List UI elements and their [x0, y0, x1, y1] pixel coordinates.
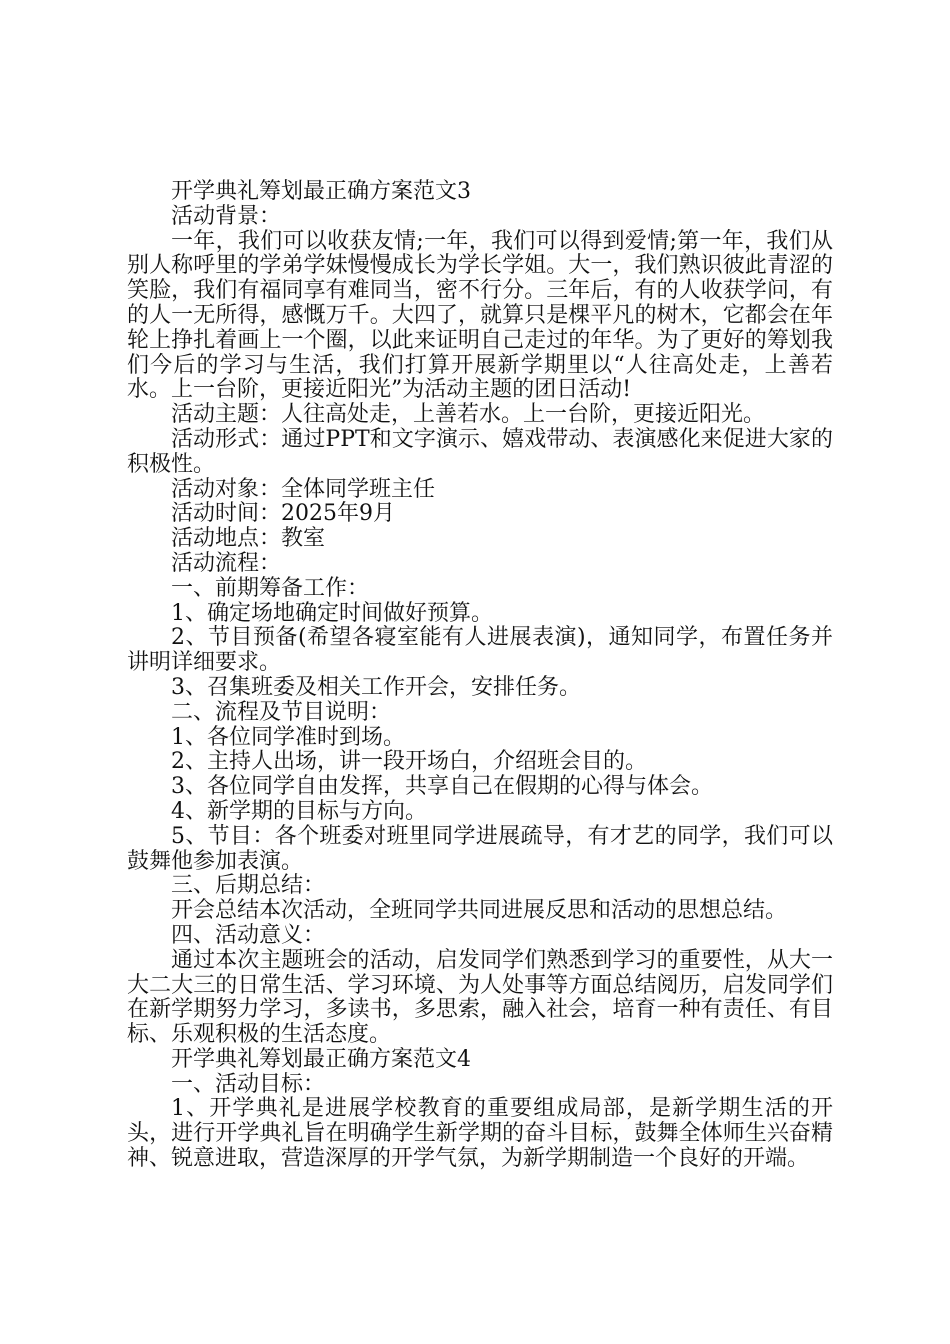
paragraph: 开会总结本次活动，全班同学共同进展反思和活动的思想总结。 — [171, 898, 788, 924]
paragraph: 5、节目：各个班委对班里同学进展疏导，有才艺的同学，我们可以鼓舞他参加表演。 — [127, 823, 833, 874]
section-title: 开学典礼筹划最正确方案范文3 — [171, 179, 471, 204]
paragraph: 2、主持人出场，讲一段开场白，介绍班会目的。 — [171, 749, 647, 775]
section-title: 开学典礼筹划最正确方案范文4 — [171, 1046, 471, 1072]
paragraph: 1、各位同学准时到场。 — [171, 724, 405, 750]
paragraph: 通过本次主题班会的活动，启发同学们熟悉到学习的重要性，从大一大二大三的日常生活、学习环境、为人处事等方面总结阅历，启发同学们在新学期努力学习，多读书，多思索，融入社会，培育一种有责任、有目标、乐观积极的生活态度。 — [127, 947, 833, 1048]
paragraph: 活动对象：全体同学班主任 — [171, 476, 436, 502]
paragraph: 一、活动目标： — [171, 1071, 326, 1097]
paragraph: 三、后期总结： — [171, 873, 326, 899]
paragraph: 一、前期筹备工作： — [171, 575, 370, 601]
paragraph: 二、流程及节目说明： — [171, 699, 392, 725]
paragraph: 活动流程： — [171, 550, 282, 576]
paragraph: 四、活动意义： — [171, 922, 326, 948]
paragraph: 活动地点：教室 — [171, 526, 326, 552]
paragraph: 活动背景： — [171, 203, 282, 229]
paragraph: 4、新学期的目标与方向。 — [171, 798, 427, 824]
paragraph: 活动形式：通过PPT和文字演示、嬉戏带动、表演感化来促进大家的积极性。 — [127, 426, 833, 477]
document-body — [127, 180, 833, 1172]
paragraph: 一年，我们可以收获友情;一年，我们可以得到爱情;第一年，我们从别人称呼里的学弟学妹慢慢成长为学长学姐。大一，我们熟识彼此青涩的笑脸，我们有福同享有难同当，密不行分。三年后，有的人收获学问，有的人一无所得，感慨万千。大四了，就算只是棵平凡的树木，它都会在年轮上挣扎着画上一个圈，以此来证明自己走过的年华。为了更好的筹划我们今后的学习与生活，我们打算开展新学期里以“人往高处走，上善若水。上一台阶，更接近阳光”为活动主题的团日活动! — [127, 228, 833, 403]
paragraph: 3、各位同学自由发挥，共享自己在假期的心得与体会。 — [171, 774, 713, 800]
paragraph: 1、确定场地确定时间做好预算。 — [171, 600, 493, 626]
paragraph: 3、召集班委及相关工作开会，安排任务。 — [171, 674, 581, 700]
paragraph: 活动时间：2025年9月 — [171, 501, 395, 527]
paragraph: 活动主题：人往高处走，上善若水。上一台阶，更接近阳光。 — [171, 402, 766, 428]
paragraph: 2、节目预备(希望各寝室能有人进展表演)，通知同学，布置任务并讲明详细要求。 — [127, 625, 833, 676]
paragraph: 1、开学典礼是进展学校教育的重要组成局部，是新学期生活的开头，进行开学典礼旨在明确学生新学期的奋斗目标，鼓舞全体师生兴奋精神、锐意进取，营造深厚的开学气氛，为新学期制造一个良好的开端。 — [127, 1096, 833, 1172]
